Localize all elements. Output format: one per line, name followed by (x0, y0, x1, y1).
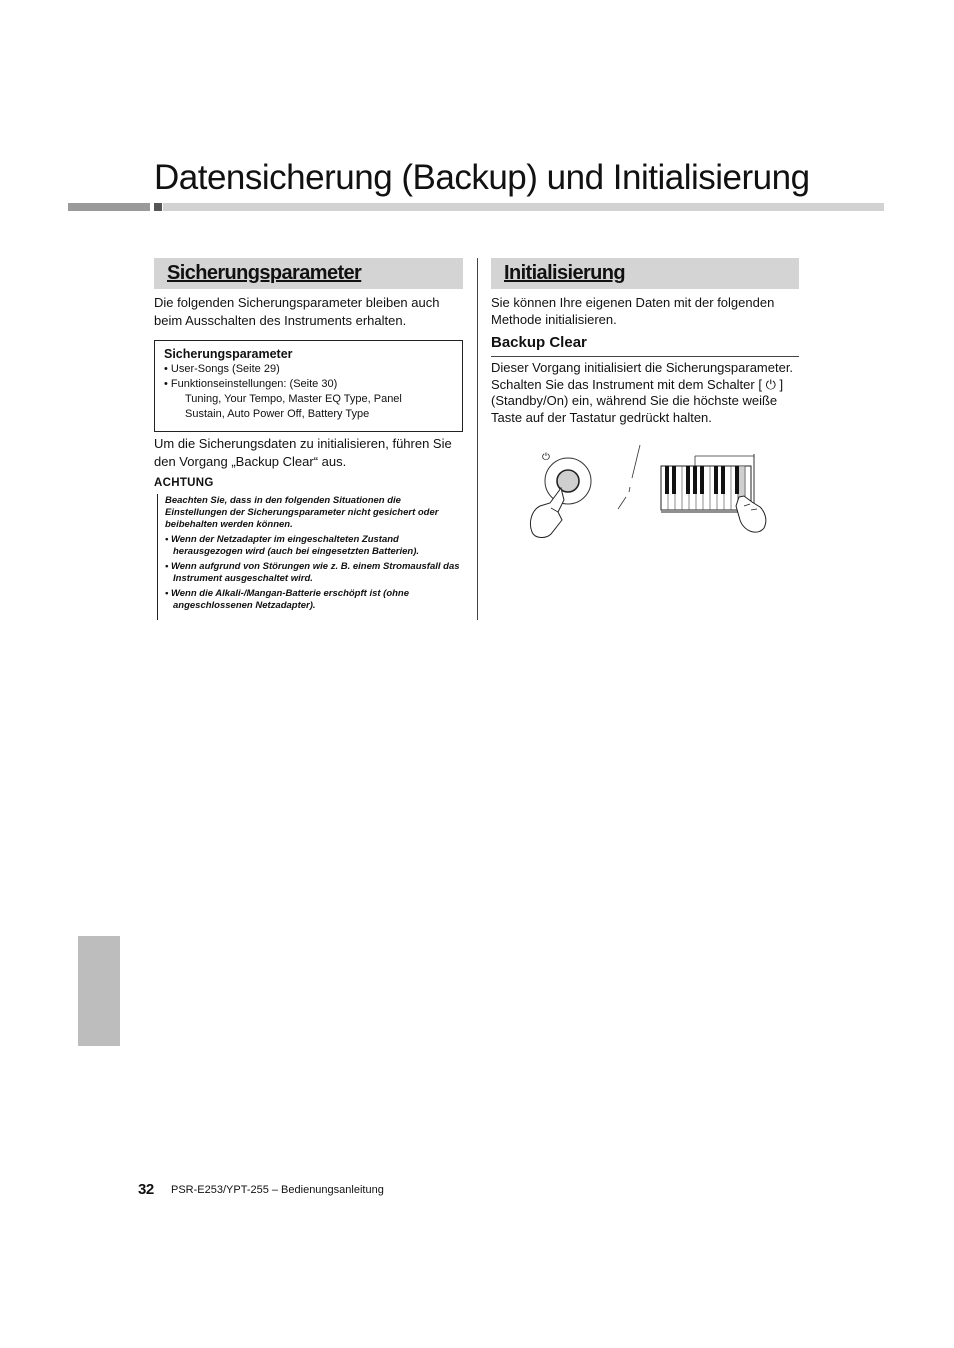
caution-item: • Wenn der Netzadapter im eingeschalteten Zustand herausgezogen wird (auch bei eingesetzten Batterien). (165, 534, 419, 557)
left-after-text (154, 435, 464, 471)
desc-line: Taste auf der Tastatur gedrückt halten. (491, 409, 712, 425)
footer-text: PSR-E253/YPT-255 – Bedienungsanleitung (171, 1184, 384, 1196)
break-line-icon (632, 445, 640, 478)
backup-parameter-box (154, 340, 463, 432)
left-intro-line: Die folgenden Sicherungsparameter bleiben auch (154, 295, 440, 310)
section-heading-label: Initialisierung (504, 262, 626, 284)
backup-clear-heading: Backup Clear (491, 334, 587, 351)
caution-item: • Wenn die Alkali-/Mangan-Batterie erschöpft ist (ohne angeschlossenen Netzadapter). (165, 588, 410, 611)
box-title: Sicherungsparameter (164, 347, 293, 361)
backup-clear-desc (491, 360, 811, 426)
right-hand-icon (736, 496, 766, 532)
page-title: Datensicherung (Backup) und Initialisierung (154, 158, 810, 197)
caution-item: • Wenn aufgrund von Störungen wie z. B. einem Stromausfall das Instrument ausgeschaltet wird. (165, 561, 460, 584)
box-sub-line: Sustain, Auto Power Off, Battery Type (185, 408, 370, 420)
caution-bar (157, 494, 158, 620)
title-rule-light (163, 203, 884, 211)
section-heading-sicherungsparameter (154, 258, 463, 289)
power-symbol-icon: ⏻ (542, 452, 550, 463)
left-intro (154, 294, 464, 330)
caution-intro: Beachten Sie, dass in den folgenden Situationen die Einstellungen der Sicherungsparameter nicht gesichert oder beibehalten werden können. (165, 495, 439, 530)
right-intro-line: Methode initialisieren. (491, 312, 617, 327)
section-heading-label: Sicherungsparameter (167, 262, 362, 284)
box-item: • Funktionseinstellungen: (Seite 30) (164, 378, 338, 390)
left-after-line: den Vorgang „Backup Clear“ aus. (154, 454, 347, 469)
left-after-line: Um die Sicherungsdaten zu initialisieren, führen Sie (154, 436, 452, 451)
backup-clear-rule (491, 356, 799, 357)
title-rule-dark (68, 203, 150, 211)
column-divider (477, 258, 478, 620)
left-hand-icon (530, 488, 564, 538)
side-tab (78, 936, 120, 1046)
section-heading-initialisierung (491, 258, 799, 289)
desc-line: Dieser Vorgang initialisiert die Sicherungsparameter. (491, 360, 794, 375)
desc-line: Schalten Sie das Instrument mit dem Schalter [ ⏻ ] (491, 376, 784, 392)
caution-label: ACHTUNG (154, 477, 214, 489)
box-item: • User-Songs (Seite 29) (164, 363, 280, 375)
desc-line: (Standby/On) ein, während Sie die höchste weiße (491, 393, 778, 408)
right-intro-line: Sie können Ihre eigenen Daten mit der folgenden (491, 295, 775, 310)
backup-clear-illustration (520, 440, 780, 545)
right-intro (491, 294, 811, 328)
caution-text (165, 495, 465, 612)
title-rule-mark (154, 203, 162, 211)
box-sub-line: Tuning, Your Tempo, Master EQ Type, Panel (185, 393, 402, 405)
left-intro-line: beim Ausschalten des Instruments erhalten. (154, 313, 407, 328)
page-number: 32 (138, 1181, 154, 1198)
